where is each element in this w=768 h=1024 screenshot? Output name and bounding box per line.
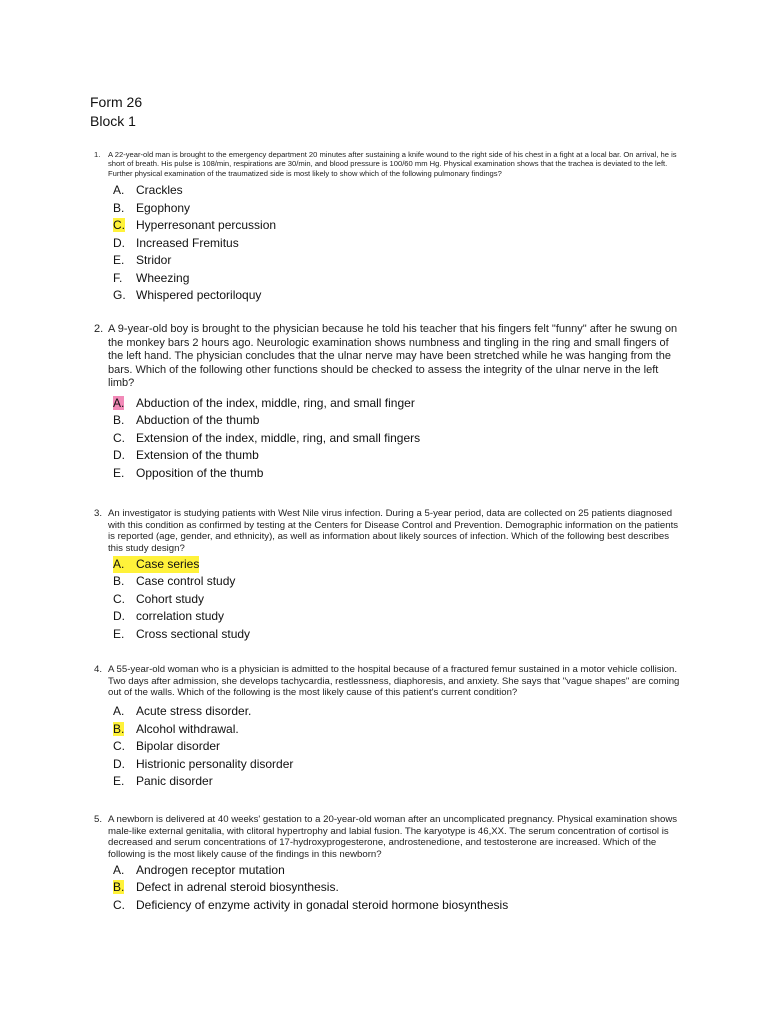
option-text: Defect in adrenal steroid biosynthesis. [136, 880, 339, 895]
question-stem [94, 814, 684, 861]
option-text: Histrionic personality disorder [136, 756, 294, 771]
option-text: Abduction of the thumb [136, 413, 260, 427]
option-text: Panic disorder [136, 774, 213, 789]
option-text: Extension of the thumb [136, 448, 259, 462]
option-letter: D. [113, 235, 125, 250]
letter-highlight: A. [113, 395, 125, 410]
option-letter: D. [113, 756, 125, 771]
answer-option-c[interactable] [113, 217, 684, 235]
option-letter: E. [113, 253, 125, 268]
option-text: Case control study [136, 574, 236, 589]
option-text: Cross sectional study [136, 626, 251, 641]
option-letter [113, 879, 136, 897]
answer-option-c[interactable] [113, 738, 684, 756]
option-letter: G. [113, 288, 126, 303]
option-text: Extension of the index, middle, ring, and small fingers [136, 430, 421, 445]
answer-option-b[interactable] [113, 879, 684, 897]
letter-highlight: B. [113, 721, 125, 736]
block-title: Block 1 [90, 113, 136, 129]
option-letter: A. [113, 704, 125, 719]
question-4 [94, 664, 684, 791]
option-text: Case series [136, 556, 200, 571]
option-letter: B. [113, 413, 125, 427]
answer-option-d[interactable] [113, 756, 684, 774]
question-number: 1. [94, 150, 101, 159]
answer-option-d[interactable] [113, 447, 684, 465]
question-text: A newborn is delivered at 40 weeks' gestation to a 20-year-old woman after an uncomplicated pregnancy. Physical examination shows male-like external genitalia, with clitoral hypertrophy and labial fusion. The karyotype is 46,XX. The serum concentration of cortisol is decreased and serum concentrations of 17-hydroxyprogesterone, androstenedione, and testosterone are increased. Which of the following is the most likely cause of the findings in this newborn? [108, 814, 678, 861]
option-letter: C. [113, 897, 125, 912]
answer-option-e[interactable] [113, 773, 684, 791]
answer-option-c[interactable] [113, 430, 684, 448]
answer-options [113, 182, 684, 305]
option-letter: B. [113, 200, 125, 215]
option-letter: B. [113, 574, 125, 589]
option-text: Crackles [136, 183, 183, 198]
option-text: Whispered pectoriloquy [136, 288, 262, 303]
option-letter [113, 721, 136, 739]
question-2 [94, 323, 684, 482]
question-number: 3. [94, 508, 103, 519]
option-letter: E. [113, 774, 125, 789]
question-text: A 22-year-old man is brought to the emergency department 20 minutes after sustaining a knife wound to the right side of his chest in a fight at a local bar. On arrival, he is short of breath. His pulse is 108/min, respirations are 30/min, and blood pressure is 100/60 mm Hg. Physical examination shows that the trachea is deviated to the left. Further physical examination of the traumatized side is most likely to show which of the following pulmonary findings? [108, 150, 677, 178]
answer-option-g[interactable] [113, 287, 684, 305]
question-number: 2. [94, 323, 104, 335]
option-letter [113, 217, 136, 235]
question-5 [94, 814, 684, 914]
option-letter: C. [113, 430, 125, 445]
answer-options [113, 703, 684, 791]
option-text: Cohort study [136, 591, 205, 606]
option-letter [113, 395, 136, 413]
answer-option-a[interactable] [113, 556, 684, 574]
question-stem [94, 323, 684, 391]
option-text: Wheezing [136, 270, 190, 285]
option-letter: D. [113, 448, 125, 462]
option-letter: E. [113, 626, 125, 641]
option-letter: C. [113, 739, 125, 754]
option-text: Abduction of the index, middle, ring, and small finger [136, 395, 415, 410]
question-number: 4. [94, 664, 103, 675]
option-text: correlation study [136, 609, 225, 624]
option-text: Egophony [136, 200, 191, 215]
form-title: Form 26 [90, 94, 143, 110]
question-3 [94, 508, 684, 643]
letter-highlight: C. [113, 218, 125, 233]
option-text: Alcohol withdrawal. [136, 721, 239, 736]
question-text: A 9-year-old boy is brought to the physician because he told his teacher that his fingers felt "funny" after he swung on the monkey bars 2 hours ago. Neurologic examination shows numbness and tingling in the ring and small fingers of the left hand. The physician concludes that the ulnar nerve may have been stretched while he was hanging from the bars. Which of the following other functions should be checked to assess the integrity of the ulnar nerve in the left limb? [108, 323, 678, 389]
document-header [90, 93, 142, 131]
option-text: Acute stress disorder. [136, 704, 252, 719]
answer-option-b[interactable] [113, 412, 684, 430]
option-letter: D. [113, 609, 125, 624]
option-letter: E. [113, 465, 125, 480]
option-text: Stridor [136, 253, 172, 268]
question-text: A 55-year-old woman who is a physician is admitted to the hospital because of a fractured femur sustained in a motor vehicle collision. Two days after admission, she develops tachycardia, restlessness, diaphoresis, and anxiety. She says that "vague shapes" are coming out of the walls. Which of the following is the most likely cause of this patient's current condition? [108, 664, 680, 699]
option-letter: F. [113, 270, 123, 285]
question-number: 5. [94, 814, 103, 825]
answer-options [113, 862, 684, 915]
option-text: Hyperresonant percussion [136, 218, 277, 233]
answer-highlight [113, 556, 199, 574]
question-stem [94, 150, 684, 178]
option-letter: A. [113, 862, 125, 877]
answer-option-b[interactable] [113, 573, 684, 591]
option-letter: A. [113, 556, 125, 571]
option-text: Opposition of the thumb [136, 465, 264, 480]
answer-option-a[interactable] [113, 703, 684, 721]
answer-option-b[interactable] [113, 721, 684, 739]
answer-options [113, 556, 684, 644]
question-1 [94, 150, 684, 305]
question-text: An investigator is studying patients with West Nile virus infection. During a 5-year period, data are collected on 25 patients diagnosed with this condition as confirmed by testing at the Centers for Disease Control and Prevention. Demographic information on the patients is reported (age, gender, and ethnicity), as well as information about likely sources of infection. Which of the following best describes this study design? [108, 508, 679, 555]
answer-option-a[interactable] [113, 862, 684, 880]
answer-option-d[interactable] [113, 235, 684, 253]
question-stem [94, 508, 684, 555]
answer-option-a[interactable] [113, 182, 684, 200]
answer-option-c[interactable] [113, 897, 684, 915]
option-letter: C. [113, 591, 125, 606]
answer-options [113, 395, 684, 483]
answer-option-e[interactable] [113, 465, 684, 483]
answer-option-f[interactable] [113, 270, 684, 288]
answer-option-e[interactable] [113, 252, 684, 270]
answer-option-c[interactable] [113, 591, 684, 609]
answer-option-b[interactable] [113, 200, 684, 218]
question-stem [94, 664, 684, 699]
option-text: Deficiency of enzyme activity in gonadal steroid hormone biosynthesis [136, 897, 509, 912]
option-text: Bipolar disorder [136, 739, 221, 754]
letter-highlight: B. [113, 880, 125, 895]
answer-option-a[interactable] [113, 395, 684, 413]
option-letter: A. [113, 183, 125, 198]
option-text: Androgen receptor mutation [136, 862, 285, 877]
answer-option-e[interactable] [113, 626, 684, 644]
answer-option-d[interactable] [113, 608, 684, 626]
option-text: Increased Fremitus [136, 235, 239, 250]
